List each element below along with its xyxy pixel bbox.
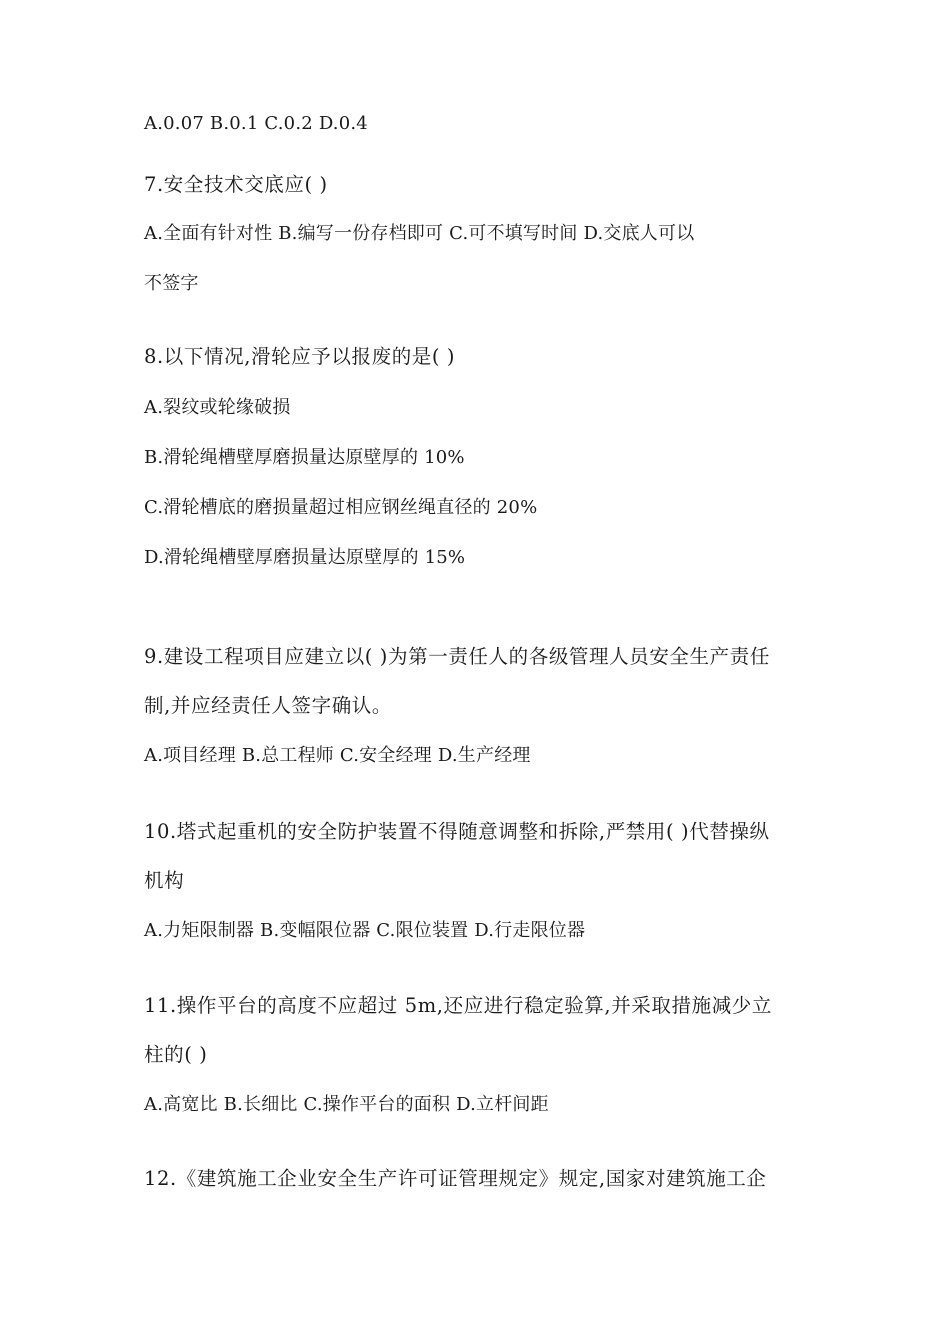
q10-stem-cont: 机构: [144, 869, 185, 892]
q8-option-c: C.滑轮槽底的磨损量超过相应钢丝绳直径的 20%: [144, 497, 538, 518]
q11-options: A.高宽比 B.长细比 C.操作平台的面积 D.立杆间距: [144, 1094, 549, 1115]
q8-option-a: A.裂纹或轮缘破损: [144, 397, 291, 418]
q9-stem: 9.建设工程项目应建立以( )为第一责任人的各级管理人员安全生产责任: [144, 645, 770, 668]
q10-stem: 10.塔式起重机的安全防护装置不得随意调整和拆除,严禁用( )代替操纵: [144, 820, 770, 843]
q8-stem: 8.以下情况,滑轮应予以报废的是( ): [144, 345, 456, 368]
q12-stem: 12.《建筑施工企业安全生产许可证管理规定》规定,国家对建筑施工企: [144, 1167, 767, 1190]
q7-options: A.全面有针对性 B.编写一份存档即可 C.可不填写时间 D.交底人可以: [144, 223, 695, 244]
q6-options: A.0.07 B.0.1 C.0.2 D.0.4: [144, 113, 368, 134]
q7-options-cont: 不签字: [144, 273, 199, 294]
q11-stem-cont: 柱的( ): [144, 1043, 208, 1066]
q11-stem: 11.操作平台的高度不应超过 5m,还应进行稳定验算,并采取措施减少立: [144, 994, 773, 1017]
q9-options: A.项目经理 B.总工程师 C.安全经理 D.生产经理: [144, 745, 531, 766]
q7-stem: 7.安全技术交底应( ): [144, 173, 328, 196]
q9-stem-cont: 制,并应经责任人签字确认。: [144, 694, 392, 717]
q10-options: A.力矩限制器 B.变幅限位器 C.限位装置 D.行走限位器: [144, 920, 586, 941]
q8-option-b: B.滑轮绳槽壁厚磨损量达原壁厚的 10%: [144, 447, 465, 468]
q8-option-d: D.滑轮绳槽壁厚磨损量达原壁厚的 15%: [144, 547, 466, 568]
